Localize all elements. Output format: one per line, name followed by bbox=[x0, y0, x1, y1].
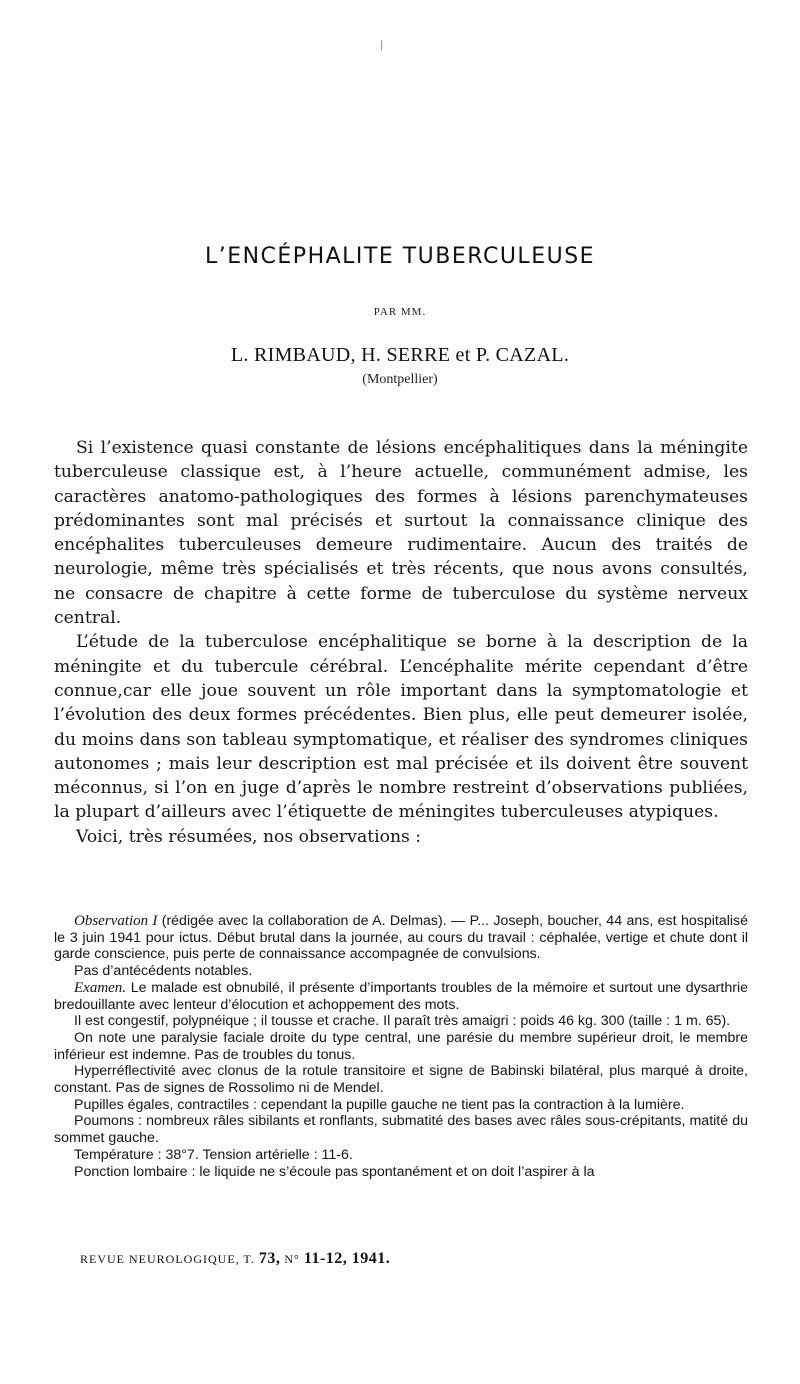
observation-line: Poumons : nombreux râles sibilants et ronflants, submatité des bases avec râles sous-crépitants, matité du sommet gauche. bbox=[54, 1113, 748, 1147]
journal-footer bbox=[80, 1250, 390, 1268]
examen-text: Le malade est obnubilé, il présente d’importants troubles de la mémoire et surtout une dysarthrie bredouillante avec lenteur d’élocution et achoppement des mots. bbox=[54, 979, 748, 1013]
journal-issue: 11-12, 1941. bbox=[303, 1250, 391, 1267]
journal-volume: 73, bbox=[258, 1250, 281, 1267]
observation-antecedents: Pas d’antécédents notables. bbox=[74, 963, 253, 980]
observation-section bbox=[54, 913, 748, 1180]
authors: L. RIMBAUD, H. SERRE et P. CAZAL. bbox=[230, 344, 570, 366]
observation-intro bbox=[54, 913, 748, 963]
observation-intro-text: (rédigée avec la collaboration de A. Delmas). — P... Joseph, boucher, 44 ans, est hospitalisé le 3 juin 1941 pour ictus. Début brutal dans la journée, au cours du travail : céphalée, vertige et chute dont il garde conscience, puis perte de connaissance accompagnée de convulsions. bbox=[54, 913, 748, 963]
observation-heading: Observation I bbox=[74, 913, 158, 929]
observation-line: Température : 38°7. Tension artérielle : 11-6. bbox=[74, 1146, 353, 1163]
paragraph-1: Si l’existence quasi constante de lésions encéphalitiques dans la méningite tuberculeuse classique est, à l’heure actuelle, communément admise, les caractères anatomo-pathologiques des formes à lésions parenchymateuses prédominantes sont mal précisés et surtout la connaissance clinique des encéphalites tuberculeuses demeure rudimentaire. Aucun des traités de neurologie, même très spécialisés et très récents, que nous avons consultés, ne consacre de chapitre à cette forme de tuberculose du système nerveux central. bbox=[54, 438, 748, 629]
issue-label: N° bbox=[284, 1252, 300, 1266]
journal-name: REVUE NEUROLOGIQUE, T. bbox=[80, 1252, 255, 1266]
observation-line: Ponction lombaire : le liquide ne s’écoule pas spontanément et on doit l’aspirer à la bbox=[74, 1163, 595, 1180]
observation-line: Il est congestif, polypnéique ; il tousse et crache. Il paraît très amaigri : poids 46 kg. 300 (taille : 1 m. 65). bbox=[74, 1013, 731, 1030]
paragraph-2: L’étude de la tuberculose encéphalitique se borne à la description de la méningite et du tubercule cérébral. L’encéphalite mérite cependant d’être connue,car elle joue souvent un rôle important dans la symptomatologie et l’évolution des deux formes précédentes. Bien plus, elle peut demeurer isolée, du moins dans son tableau symptomatique, et réaliser des syndromes cliniques autonomes ; mais leur description est mal précisée et ils doivent être souvent méconnus, si l’on en juge d’après le nombre restreint d’observations publiées, la plupart d’ailleurs avec l’étiquette de méningites tuberculeuses atypiques. bbox=[54, 632, 748, 823]
page-mark: | bbox=[380, 40, 384, 51]
observation-line: Hyperréflectivité avec clonus de la rotule transitoire et signe de Babinski bilatéral, plus marqué à droite, constant. Pas de signes de Rossolimo ni de Mendel. bbox=[54, 1063, 748, 1097]
authors-prefix: PAR MM. bbox=[373, 306, 427, 318]
examen-label: Examen. bbox=[74, 979, 127, 996]
article-body bbox=[54, 436, 748, 849]
paragraph-3: Voici, très résumées, nos observations : bbox=[76, 826, 422, 847]
observation-line: Pupilles égales, contractiles : cependant la pupille gauche ne tient pas la contraction à la lumière. bbox=[74, 1096, 685, 1113]
observation-examen bbox=[54, 980, 748, 1013]
affiliation: (Montpellier) bbox=[362, 372, 438, 387]
article-title: L’ENCÉPHALITE TUBERCULEUSE bbox=[204, 244, 596, 269]
observation-line: On note une paralysie faciale droite du type central, une parésie du membre supérieur droit, le membre inférieur est indemne. Pas de troubles du tonus. bbox=[54, 1029, 748, 1063]
